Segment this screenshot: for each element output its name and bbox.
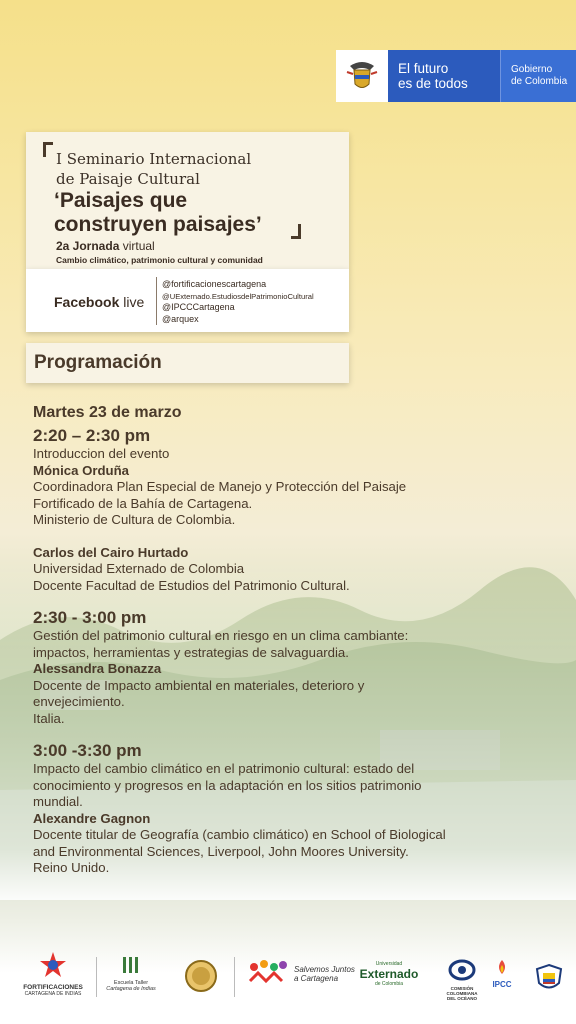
fortificaciones-star-icon [38, 951, 68, 979]
gov-slogan [388, 50, 500, 102]
handle-link[interactable]: @arquex [162, 313, 199, 324]
externado-sub: de Colombia [374, 981, 404, 987]
seminar-line-1: I Seminario Internacional [56, 150, 252, 168]
externado-text: Externado [359, 967, 419, 981]
schedule [33, 404, 458, 877]
slogan-line-2: es de todos [398, 76, 468, 91]
slot-time: 2:30 - 3:00 pm [33, 608, 147, 627]
comision-eye-icon [448, 959, 476, 981]
speaker-role: Docente de Impacto ambiental en materiales, deterioro y envejecimiento. [33, 677, 365, 709]
programacion-title: Programación [34, 352, 162, 373]
slogan-line-1: El futuro [398, 61, 449, 76]
gobierno-line-2: de Colombia [511, 76, 568, 87]
speaker-name: Alexandre Gagnon [33, 810, 151, 826]
facebook-label: Facebook [54, 294, 120, 310]
salvemos-people-icon [248, 959, 288, 985]
speaker-name: Mónica Orduña [33, 462, 129, 478]
comision-oceano-logo [440, 959, 484, 1001]
speaker-role: Coordinadora Plan Especial de Manejo y Protección del Paisaje Fortificado de la Bahía de Cartagena. [33, 479, 407, 511]
spacer [33, 727, 458, 741]
speaker-org: Universidad Externado de Colombia [33, 561, 245, 576]
handle-link[interactable]: @UExternado.EstudiosdelPatrimonioCultural [162, 291, 314, 301]
speaker-role: Docente titular de Geografía (cambio climático) en School of Biological and Environmental Sciences, Liverpool, John Moores University. [33, 827, 446, 859]
spacer [33, 529, 458, 545]
escuela-text: Escuela Taller [113, 980, 149, 986]
colombia-coat-of-arms-icon [336, 50, 388, 102]
speaker-org: Ministerio de Cultura de Colombia. [33, 512, 236, 527]
fortificaciones-text: FORTIFICACIONES [23, 984, 83, 991]
gobierno-de-colombia [500, 50, 576, 102]
comision-line-1: COMISIÓN [450, 986, 474, 991]
quote-bracket-close-icon [291, 224, 301, 239]
salvemos-text: Salvemos Juntos [294, 965, 355, 974]
jornada-label [56, 239, 155, 253]
handle-link[interactable]: @IPCCCartagena [162, 302, 235, 312]
slot-topic: Introduccion del evento [33, 446, 170, 461]
ipcc-text: IPCC [492, 980, 512, 989]
event-title-line-1: ‘Paisajes que [54, 189, 188, 212]
handle-link[interactable]: @fortificacionescartagena [162, 279, 267, 289]
comision-line-3: DEL OCÉANO [447, 996, 477, 1001]
speaker-role: Docente Facultad de Estudios del Patrimonio Cultural. [33, 577, 350, 593]
slot-topic: Impacto del cambio climático en el patrimonio cultural: estado del conocimiento y progresos en la adaptación en los sitios patrimonio mundial. [33, 761, 422, 809]
divider [156, 277, 157, 325]
spacer [33, 594, 458, 608]
ipcc-logo [488, 959, 516, 989]
speaker-country: Reino Unido. [33, 860, 110, 875]
salvemos-text-block [294, 965, 355, 983]
slot-time: 2:20 – 2:30 pm [33, 426, 151, 445]
externado-top: Universidad [375, 961, 403, 967]
speaker-name: Carlos del Cairo Hurtado [33, 544, 189, 560]
fortificaciones-sub: CARTAGENA DE INDIAS [24, 991, 82, 997]
salvemos-logo [248, 959, 288, 990]
escuela-columns-icon [121, 955, 141, 975]
defensa-civil-logo [534, 963, 564, 998]
facebook-live-label [54, 294, 144, 310]
externado-logo [358, 961, 420, 987]
seminar-line-2: de Paisaje Cultural [56, 170, 200, 188]
quote-bracket-open-icon [43, 142, 53, 157]
sponsor-logos [0, 945, 576, 1015]
fortificaciones-logo [18, 951, 88, 997]
logo-divider [96, 957, 97, 997]
live-label: live [119, 294, 145, 310]
shield-icon [534, 963, 564, 993]
event-title-line-2: construyen paisajes’ [54, 213, 262, 236]
escuela-sub: Cartagena de Indias [106, 986, 156, 992]
jornada-virtual: virtual [119, 239, 155, 253]
event-title-card [26, 132, 349, 269]
salvemos-sub: a Cartagena [294, 974, 339, 983]
facebook-handles [162, 279, 314, 325]
slot-time: 3:00 -3:30 pm [33, 741, 142, 760]
jornada-number: 2a Jornada [56, 239, 120, 253]
ipcc-flame-icon [494, 959, 510, 975]
cartagena-seal-icon [184, 959, 218, 993]
schedule-date: Martes 23 de marzo [33, 404, 182, 421]
programacion-header [26, 343, 349, 383]
event-subtitle: Cambio climático, patrimonio cultural y comunidad [56, 255, 263, 265]
comision-line-2: COLOMBIANA [446, 991, 478, 996]
speaker-country: Italia. [33, 710, 65, 726]
logo-divider [234, 957, 235, 997]
escuela-taller-logo [100, 955, 162, 992]
gobierno-line-1: Gobierno [511, 64, 553, 75]
speaker-name: Alessandra Bonazza [33, 661, 162, 676]
facebook-live-box [26, 269, 349, 332]
gobierno-banner [336, 50, 576, 102]
slot-topic: Gestión del patrimonio cultural en riesgo en un clima cambiante: impactos, herramientas y estrategias de salvaguardia. [33, 628, 409, 660]
cartagena-seal-logo [184, 959, 218, 998]
